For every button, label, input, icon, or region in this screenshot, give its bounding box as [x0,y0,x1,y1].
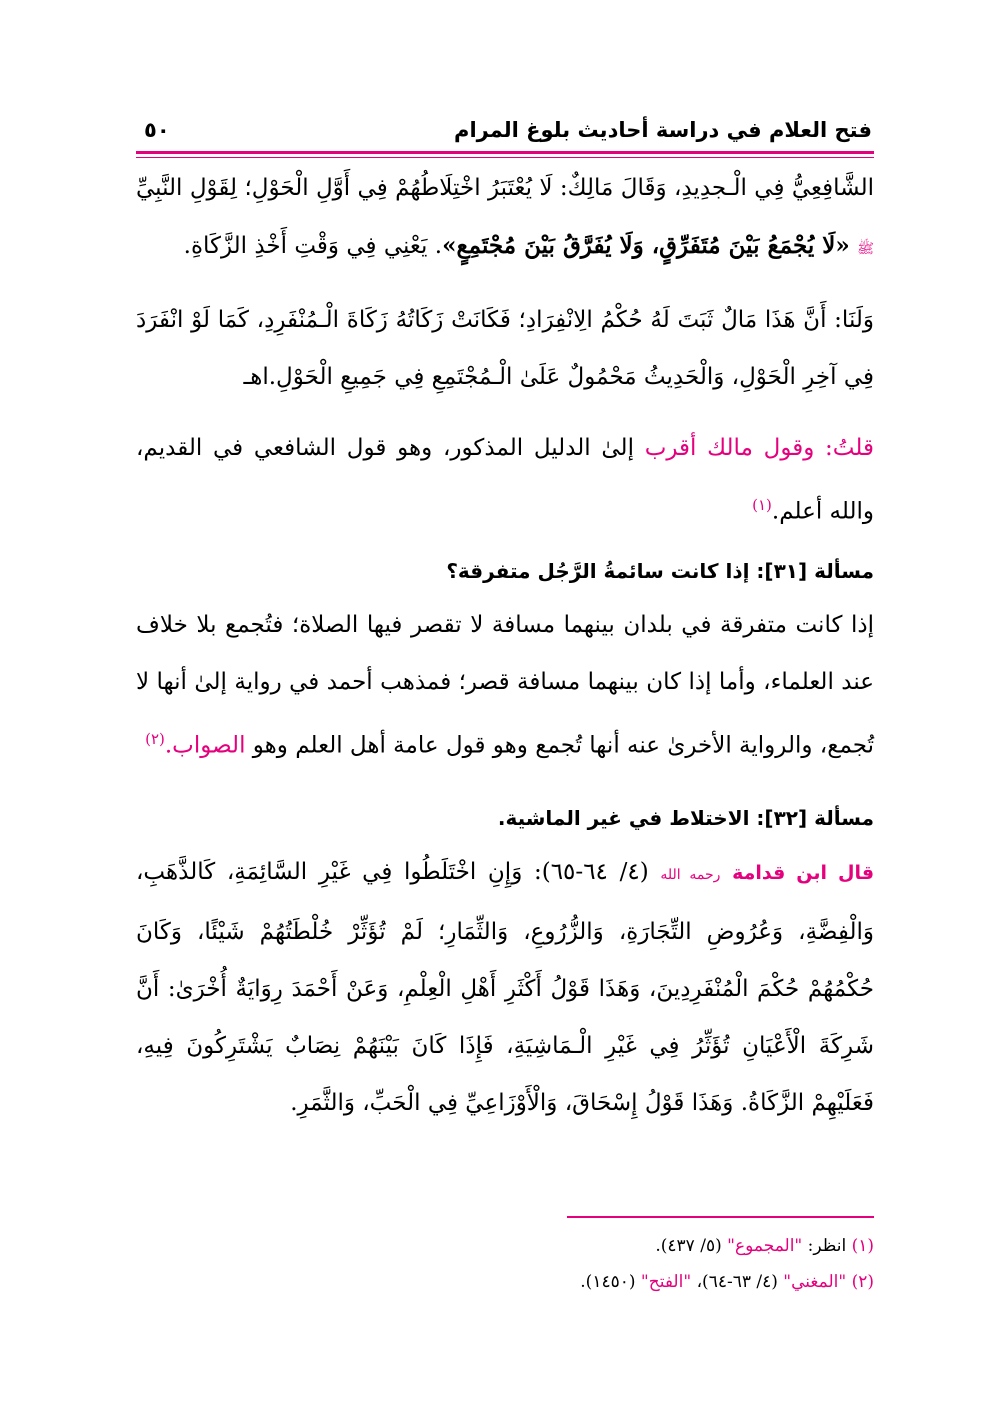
footnote-pre: انظر: [807,1236,847,1256]
section-heading-32: مسألة [٣٢]: الاختلاط في غير الماشية. [497,806,874,831]
paragraph-3 [136,420,874,541]
paragraph-1-text-a: الشَّافِعِيُّ فِي الْـجدِيدِ، وَقَالَ مَالِكٌ: لَا يُعْتَبَرُ اخْتِلَاطُهُمْ فِي أَوَّلِ الْحَوْلِ؛ لِقَوْلِ النَّبِيِّ [136,175,874,201]
footnote-1 [136,1228,874,1264]
footnote-2 [136,1264,874,1300]
paragraph-1 [136,160,874,278]
source-reference: (٤/ ٦٤-٦٥): [533,859,649,886]
footnote-post: (٤/ ٦٣-٦٤)، [696,1272,778,1292]
footnote-number: (١) [851,1236,874,1256]
section-heading-31: مسألة [٣١]: إذا كانت سائمةُ الرَّجُل متفرقة؟ [446,558,874,583]
footnote-ref-1[interactable]: (١) [752,496,772,514]
paragraph-4 [136,597,874,775]
quote-attribution: قال ابن قدامة [732,862,875,885]
paragraph-2: وَلَنَا: أَنَّ هَذَا مَالٌ ثَبَتَ لَهُ حُكْمُ الِانْفِرَادِ؛ فَكَانَتْ زَكَاتُهُ زَكَاةَ الْـمُنْفَرِدِ، كَمَا لَوْ انْفَرَدَ فِي آخِرِ الْحَوْلِ، وَالْحَدِيثُ مَحْمُولٌ عَلَىٰ الْـمُجْتَمِعِ فِي جَمِيعِ الْحَوْلِ.اهـ [136,307,874,390]
paragraph-1-text-b: . يَعْنِي فِي وَقْتِ أَخْذِ الزَّكَاةِ. [183,233,443,259]
spacer [136,278,874,292]
footnotes [136,1228,874,1300]
hadith-quote: «لَا يُجْمَعُ بَيْنَ مُتَفَرِّقٍ، وَلَا يُفَرَّقُ بَيْنَ مُجْتَمِعٍ» [442,232,850,259]
book-title: فتح العلام في دراسة أحاديث بلوغ المرام [454,118,872,142]
footnote-post: (٥/ ٤٣٧). [655,1236,722,1256]
footnote-number: (٢) [851,1272,874,1292]
spacer [136,774,874,788]
page-header [144,112,872,148]
header-rule-thick [136,151,874,154]
header-rule-thin [136,157,874,158]
footnote-ref-2[interactable]: (٢) [145,729,165,748]
author-comment-lead: قلتُ: وقول مالك أقرب [644,435,874,461]
highlight-correct: الصواب. [164,732,246,759]
footnote-source-2: "الفتح" [640,1272,692,1292]
footnote-rule [567,1216,874,1218]
page-number: ٥٠ [144,118,170,142]
footnote-source: "المغني" [783,1272,847,1292]
footnote-source: "المجموع" [727,1236,803,1256]
honorific: رحمه الله [660,867,721,884]
salutation-glyph: ﷺ [857,241,874,257]
paragraph-4-text: إذا كانت متفرقة في بلدان بينهما مسافة لا تقصر فيها الصلاة؛ فتُجمع بلا خلاف عند العلماء، وأما إذا كان بينهما مسافة قصر؛ فمذهب أحمد في رواية إلىٰ أنها لا تُجمع، والرواية الأخرىٰ عنه أنها تُجمع وهو قول عامة أهل العلم وهو [136,611,874,759]
paragraph-5 [136,844,874,1132]
paragraph-5-text: وَإِنِ اخْتَلَطُوا فِي غَيْرِ السَّائِمَةِ، كَالذَّهَبِ، وَالْفِضَّةِ، وَعُرُوضِ التِّجَارَةِ، وَالزُّرُوعِ، وَالثِّمَارِ؛ لَمْ تُؤَثِّرْ خُلْطَتُهُمْ شَيْئًا، وَكَانَ حُكْمُهُمْ حُكْمَ الْمُنْفَرِدِينَ، وَهَذَا قَوْلُ أَكْثَرِ أَهْلِ الْعِلْمِ، وَعَنْ أَحْمَدَ رِوَايَةٌ أُخْرَىٰ: أَنَّ شَرِكَةَ الْأَعْيَانِ تُؤَثِّرُ فِي غَيْرِ الْـمَاشِيَةِ، فَإِذَا كَانَ بَيْنَهُمْ نِصَابٌ يَشْتَرِكُونَ فِيهِ، فَعَلَيْهِمْ الزَّكَاةُ. وَهَذَا قَوْلُ إِسْحَاقَ، وَالْأَوْزَاعِيِّ فِي الْحَبِّ، وَالثَّمَرِ. [136,859,874,1117]
author-comment-text: إلىٰ الدليل المذكور، وهو قول الشافعي في القديم، والله أعلم. [136,435,874,525]
page-body [136,160,874,1132]
footnote-post-2: (١٤٥٠). [580,1272,636,1292]
spacer [136,406,874,420]
